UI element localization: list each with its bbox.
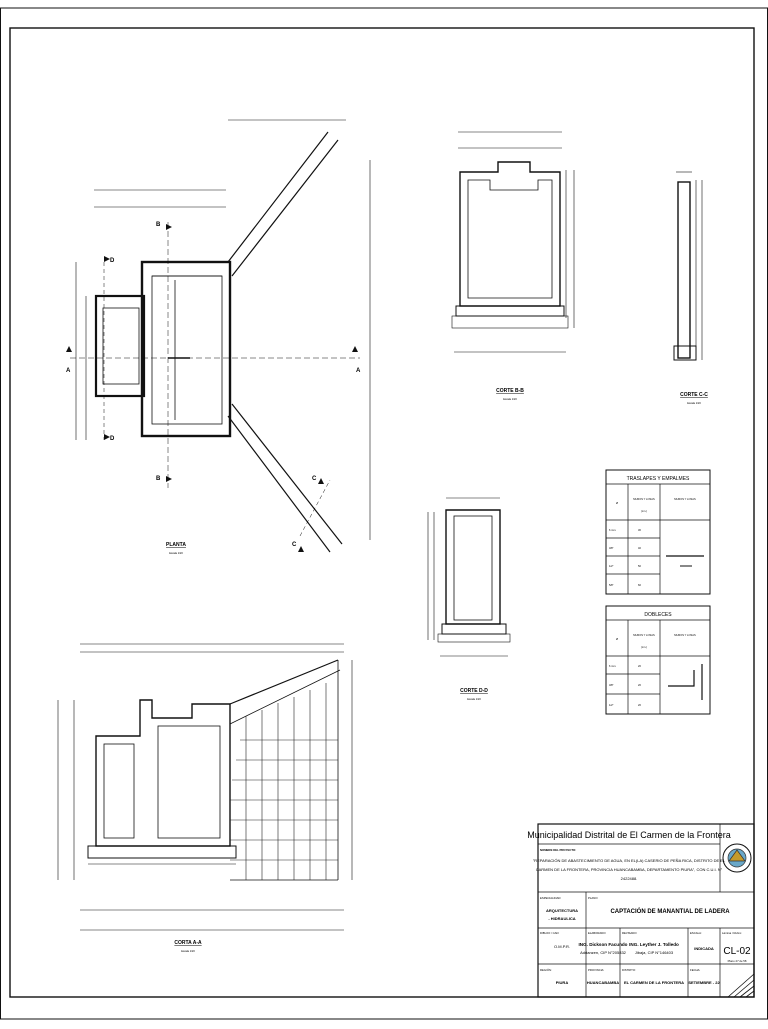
- tb-project-label: NOMBRE DEL PROYECTO:: [540, 848, 577, 852]
- corte-aa-grid: [230, 683, 338, 880]
- tb-distrito-label: DISTRITO:: [622, 968, 636, 972]
- corte-bb-title: CORTE B-B: [496, 388, 524, 394]
- dobleces-col-unit: (cm.): [641, 646, 647, 649]
- traslapes-row-0-v: 30: [638, 529, 641, 532]
- corte-cc-scale: Escala 1/20: [687, 402, 701, 405]
- traslapes-row-1-v: 40: [638, 547, 641, 550]
- planta-mark-b-top: B: [156, 222, 161, 228]
- tb-project-line2: CARMEN DE LA FRONTERA, PROVINCIA HUANCABAMBA, DEPARTAMENTO PIURA", CON C.U.I. N°: [535, 867, 723, 872]
- traslapes-row-2-d: 1/2": [609, 565, 614, 568]
- tb-elaborado-1: ING. Dickson Facundo: [578, 942, 628, 947]
- corte-dd-scale: Escala 1/20: [467, 698, 481, 701]
- tb-escala-label: ESCALA:: [690, 931, 702, 935]
- dobleces-row-0-d: 6 mm.: [609, 665, 617, 668]
- traslapes-col-muros2: MUROS Y LOSAS: [674, 498, 696, 501]
- corte-aa-title: CORTA A-A: [174, 940, 202, 946]
- tb-fecha-label: FECHA:: [690, 968, 701, 972]
- tb-elaborado-label: ELABORADO:: [588, 931, 607, 935]
- corte-aa-scale: Escala 1/20: [181, 950, 195, 953]
- tb-plano-label: PLANO:: [588, 896, 599, 900]
- traslapes-title: TRASLAPES Y EMPALMES: [626, 476, 690, 482]
- corte-cc-title: CORTE C-C: [680, 392, 708, 398]
- corte-dd-title: CORTE D-D: [460, 688, 488, 694]
- traslapes-table: [606, 470, 710, 594]
- tb-entity: Municipalidad Distrital de El Carmen de la Frontera: [527, 830, 731, 840]
- tb-elaborado-2: Adrianzen, CIP N°205832: [580, 950, 626, 955]
- dobleces-title: DOBLECES: [644, 612, 672, 618]
- dobleces-row-0-v: 20: [638, 665, 641, 668]
- planta-section-marks: [66, 224, 358, 552]
- planta-mark-d-bottom: D: [110, 436, 115, 442]
- tb-revisado-label: REVISADO:: [622, 931, 638, 935]
- tb-revisado-2: Jibaja, CIP N°146403: [634, 950, 674, 955]
- corte-aa-view: [58, 644, 352, 930]
- tb-region: PIURA: [555, 980, 569, 985]
- planta-mark-b-bottom: B: [156, 476, 161, 482]
- planta-mark-c-bottom: C: [292, 542, 297, 548]
- planta-mark-a-right: A: [356, 368, 361, 374]
- planta-mark-c-top: C: [312, 476, 317, 482]
- traslapes-row-0-d: 6 mm.: [609, 529, 617, 532]
- corte-bb-scale: Escala 1/20: [503, 398, 517, 401]
- planta-mark-d-top: D: [110, 258, 115, 264]
- tb-especialidad-label: ESPECIALIDAD:: [540, 896, 562, 900]
- corte-dd-view: [428, 498, 510, 656]
- traslapes-row-1-d: 3/8": [609, 547, 614, 550]
- dobleces-row-2-d: 1/2": [609, 704, 614, 707]
- dobleces-row-1-d: 3/8": [609, 684, 614, 687]
- dobleces-col-muros: MUROS Y LOSAS: [633, 634, 655, 637]
- traslapes-row-3-v: 60: [638, 584, 641, 587]
- dobleces-row-1-v: 20: [638, 684, 641, 687]
- traslapes-row-2-v: 50: [638, 565, 641, 568]
- tb-revisado-1: ING. Leyther J. Tolledo: [629, 942, 679, 947]
- dobleces-col-phi: Ø: [615, 638, 619, 641]
- tb-especialidad-1: ARQUITECTURA: [546, 908, 578, 913]
- tb-dibujo-label: DIBUJO / CAD:: [540, 931, 560, 935]
- dobleces-col-muros2: MUROS Y LOSAS: [674, 634, 696, 637]
- tb-especialidad-2: - HIDRAULICA: [548, 916, 576, 921]
- tb-escala: INDICADA: [694, 946, 714, 951]
- tb-distrito: EL CARMEN DE LA FRONTERA: [624, 980, 684, 985]
- traslapes-row-3-d: 5/8": [609, 584, 614, 587]
- tb-fecha: SETIEMBRE - 22: [688, 980, 720, 985]
- tb-region-label: REGIÓN:: [540, 968, 552, 972]
- planta-title: PLANTA: [166, 542, 186, 548]
- tb-project-line3: 2422488.: [620, 876, 638, 881]
- dobleces-table: [606, 606, 710, 714]
- planta-scale: Escala 1/20: [169, 552, 183, 555]
- traslapes-col-muros: MUROS Y LOSAS: [633, 498, 655, 501]
- tb-plano: CAPTACIÓN DE MANANTIAL DE LADERA: [610, 909, 730, 915]
- traslapes-col-phi: Ø: [615, 502, 619, 505]
- tb-plano-num: Plano 27 de 58: [727, 959, 747, 963]
- tb-dibujo: O.M.P.R.: [554, 944, 570, 949]
- tb-provincia: HUANCABAMBA: [586, 980, 620, 985]
- tb-provincia-label: PROVINCIA:: [588, 968, 605, 972]
- planta-mark-a-left: A: [66, 368, 71, 374]
- corte-cc-view: [674, 172, 702, 360]
- traslapes-col-unit: (cm.): [641, 510, 647, 513]
- tb-lamina-label: Lámina / Rubro:: [722, 931, 742, 935]
- tb-lamina: CL-02: [723, 946, 751, 957]
- tb-project-line1: "REPARACIÓN DE ABASTECIMIENTO DE AGUA, EN EL(LA) CASERIO DE PEÑA RICA, DISTRITO DE EL: [532, 858, 726, 863]
- planta-view: [70, 120, 370, 552]
- dobleces-row-2-v: 20: [638, 704, 641, 707]
- title-block-corner-stripes: [728, 974, 754, 997]
- corte-bb-view: [452, 132, 574, 352]
